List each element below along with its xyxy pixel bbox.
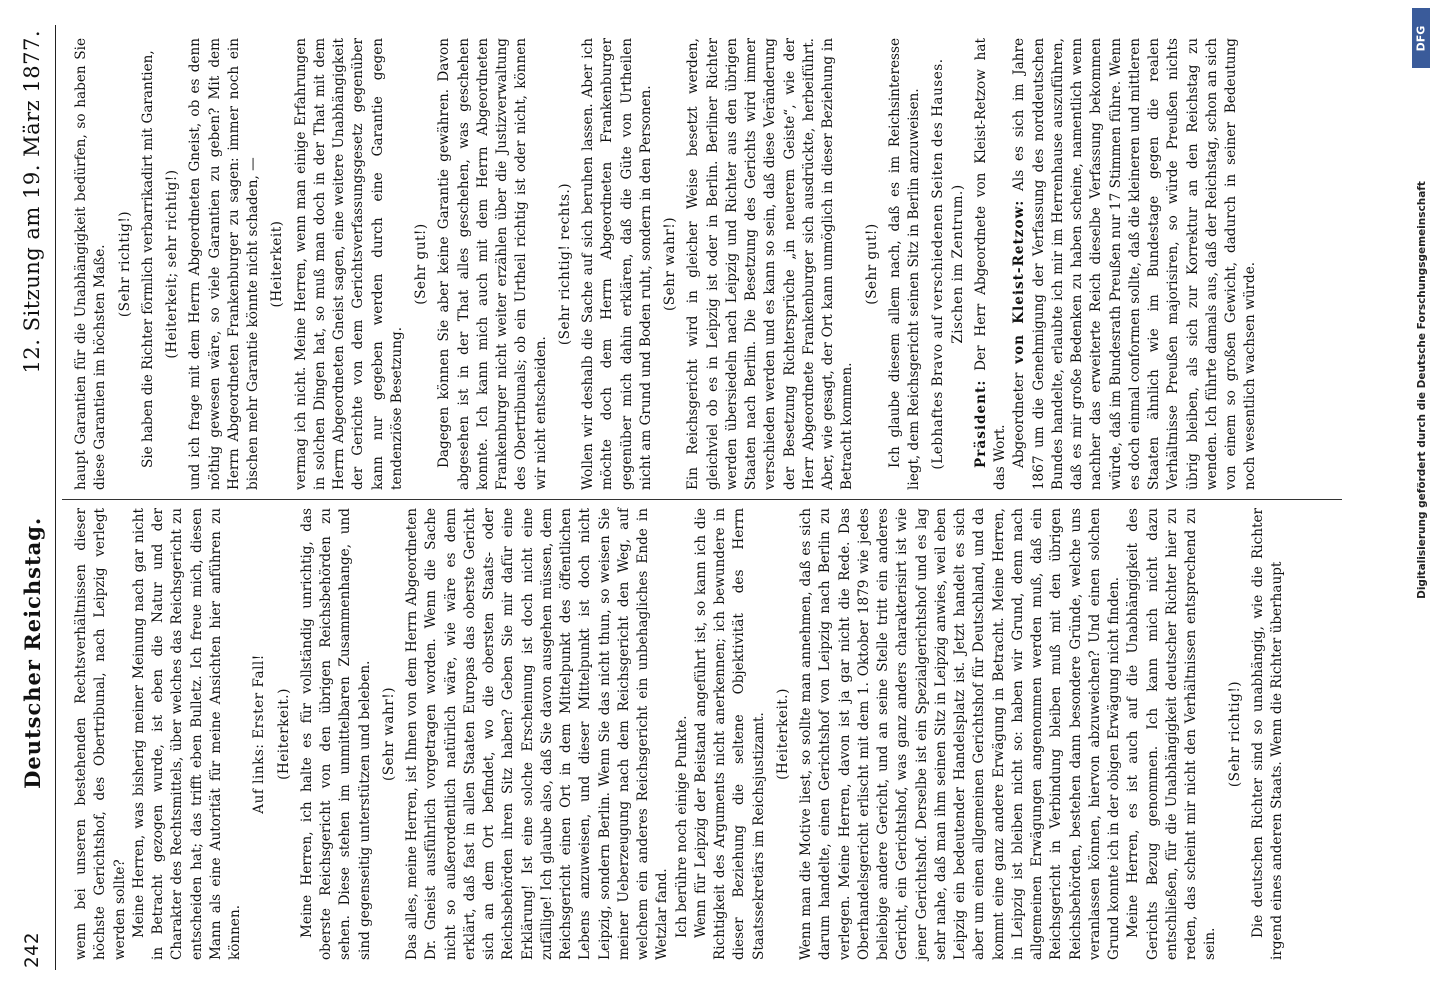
- speaker-text: Als es sich im Jahre 1867 um die Genehmigung der Verfassung des norddeutschen Bundes handelte, erlaubte ich mir im Herrenhause auszuführen, daß es mir große Bedenken zu haben scheine, namentlich wenn nachher das erweiterte Reich dieselbe Verfassung bekommen würde, daß im Bundesrath Preußen nur 17 Stimmen führe. Wenn es doch einmal conformen sollte, daß die kleineren und mittleren Staaten ähnlich wie im Bundestage gegen die realen Verhältnisse Preußen majorisiren, so würde Preußen nichts übrig bleiben, als sich zur Korrektur an den Reichstag zu wenden. Ich führte damals aus, daß der Reichstag, schon an sich von einem so großen Gewicht, dadurch in seiner Bedeutung noch wesentlich wachsen würde.: [1011, 38, 1259, 490]
- left-column: [72, 508, 1287, 960]
- text-paragraph: Meine Herren, ich halte es für vollständig unrichtig, das oberste Reichsgericht von den übrigen Reichsbehörden zu sehen. Diese stehen im unmittelbaren Zusammenhange, und sind gegenseitig unterstützen und beleben.: [298, 508, 373, 960]
- interjection: (Sehr gut!): [863, 223, 880, 305]
- interjection: (Sehr gut!): [413, 223, 429, 305]
- interjection: (Heiterkeit; sehr richtig!): [164, 169, 180, 359]
- text-paragraph: Wollen wir deshalb die Sache auf sich beruhen lassen. Aber ich möchte doch dem Herrn Abgeordneten Frankenburger gegenüber mich dahin erklären, daß die Güte von Urtheilen nicht am Grund und Boden ruht, sondern in den Personen.: [580, 38, 654, 490]
- text-paragraph: wenn bei unseren bestehenden Rechtsverhältnissen dieser höchste Gerichtshof, des Obertribunal, nach Leipzig verlegt werden sollte?: [73, 508, 128, 960]
- speaker-paragraph: [972, 38, 1011, 490]
- dfg-logo-text: DFG: [1414, 25, 1428, 51]
- interjection: Auf links: Erster Fall!: [251, 654, 268, 814]
- speaker-label: von Kleist-Retzow:: [1011, 199, 1028, 364]
- interjection: (Sehr richtig!): [116, 210, 133, 318]
- text-paragraph: haupt Garantien für die Unabhängigkeit bedürfen, so haben Sie diese Garantien im höchsten Maße.: [73, 38, 109, 490]
- digitization-notice: [1414, 80, 1430, 700]
- text-paragraph: Ich berühre noch einige Punkte.: [673, 715, 690, 938]
- text-paragraph: und ich frage mit dem Herrn Abgeordneten Gneist, ob es denn nöthig gewesen wäre, so viele Garantien zu geben? Mit dem Herrn Abgeordneten Frankenburger zu sagen: immer noch ein bischen mehr Garantie könnte nicht schaden, —: [187, 38, 261, 490]
- text-paragraph: Wenn man die Motive liest, so sollte man annehmen, daß es sich darum handelte, einen Gerichtshof von Leipzig nach Berlin zu verlegen. Meine Herren, davon ist ja gar nicht die Rede. Das Oberhandelsgericht erlischt mit dem 1. Oktober 1879 wie jedes beliebige andere Gericht, und an seine Stelle tritt ein anderes Gericht, ein Gerichtshof, was ganz anders charakterisirt ist wie jener Gerichtshof. Derselbe ist ein Spezialgerichtshof und es lag sehr nahe, daß man ihm seinen Sitz in Leipzig anwies, weil eben Leipzig ein bedeutender Handelsplatz ist. Jetzt handelt es sich aber um einen allgemeinen Gerichtshof für Deutschland, und da kommt eine ganz andere Erwägung in Betracht. Meine Herren, in Leipzig ist bleiben nicht so: haben wir Grund, denn nach allgemeinen Erwägungen angenommen werden muß, daß ein Reichsgericht in Verbindung bleiben muß mit den übrigen Reichsbehörden, bestehen dann besondere Gründe, welche uns veranlassen können, hiervon abzuweichen? Und einen solchen Grund konnte ich in der obigen Erwägung nicht finden.: [798, 508, 1122, 960]
- page-header: [14, 30, 50, 968]
- page-number: 242: [21, 932, 43, 968]
- interjection: (Lebhaftes Bravo auf verschiedenen Seiten des Hauses. Zischen im Zentrum.): [930, 58, 966, 470]
- text-paragraph: Ein Reichsgericht wird in gleicher Weise besetzt werden, gleichviel ob es in Leipzig ist oder in Berlin. Berliner Richter werden übersiedeln nach Leipzig und Richter aus den übrigen Staaten nach Berlin. Die Besetzung des Gerichts wird immer verschieden werden und es kann so sein, daß diese Veränderung der Besetzung Richtersprüche „in neuerem Geiste“, wie der Herr Abgeordnete Frankenburger sich ausdrückte, herbeiführt. Aber, wie gesagt, der Ort kann unmöglich in dieser Beziehung in Betracht kommen.: [685, 38, 856, 490]
- text-paragraph: Sie haben die Richter förmlich verbarrikadirt mit Garantien,: [139, 50, 156, 468]
- text-paragraph: Meine Herren, es ist auch auf die Unabhängigkeit des Gerichts Bezug genommen. Ich kann mich nicht dazu entschließen, für die Unabhängigkeit deutscher Richter hier zu reden, das scheint mir nicht den Verhältnissen entsprechend zu sein.: [1125, 508, 1219, 960]
- session-title: 12. Sitzung am 19. März 1877.: [20, 30, 44, 374]
- interjection: (Sehr wahr!): [380, 687, 397, 781]
- text-paragraph: vermag ich nicht. Meine Herren, wenn man einige Erfahrungen in solchen Dingen hat, so muß man doch in der That mit dem Herrn Abgeordneten Gneist sagen, eine weitere Unabhängigkeit der Gerichte von dem Gerichtsverfassungsgesetz gegenüber kann nur gegeben werden durch eine Garantie gegen tendenziöse Besetzung.: [292, 38, 405, 490]
- text-paragraph: Dagegen können Sie aber keine Garantie gewähren. Davon abgesehen ist in der That alles geschehen, was geschehen konnte. Ich kann mich auch mit dem Herrn Abgeordneten Frankenburger nicht weiter erzählen über die Justizverwaltung des Obertribunals; ob ein Urtheil richtig ist oder nicht, können wir nicht entscheiden.: [436, 38, 549, 490]
- digitization-notice-text: Digitalisierung gefördert durch die Deutsche Forschungsgemeinschaft: [1416, 181, 1429, 599]
- interjection: (Sehr richtig! rechts.): [556, 182, 573, 346]
- interjection: (Heiterkeit.): [774, 688, 791, 780]
- text-paragraph: Wenn für Leipzig der Beistand angeführt ist, so kann ich die Richtigkeit des Arguments nicht anerkennen; ich bewundere in dieser Beziehung die seltene Objektivität des Herrn Staatssekretärs im Reichsjustizamt.: [692, 508, 767, 960]
- dfg-logo: [1412, 8, 1430, 68]
- speaker-prefix: Abgeordneter: [1011, 363, 1028, 468]
- interjection: (Sehr wahr!): [662, 217, 678, 311]
- interjection: (Sehr richtig!): [1226, 680, 1243, 788]
- text-paragraph: Ich glaube diesem allem nach, daß es im Reichsinteresse liegt, dem Reichsgericht seinen Sitz in Berlin anzuweisen.: [886, 38, 922, 490]
- header-rule: [55, 25, 56, 970]
- interjection: (Heiterkeit.): [275, 688, 292, 780]
- speaker-paragraph: [1010, 38, 1260, 490]
- speaker-text: Der Herr Abgeordnete von Kleist-Retzow hat das Wort.: [972, 38, 1008, 490]
- right-column: [72, 38, 1261, 490]
- column-divider: [62, 499, 1342, 500]
- text-paragraph: Die deutschen Richter sind so unabhängig, wie die Richter irgend eines anderen Staats. Wenn die Richter überhaupt: [1249, 508, 1285, 960]
- text-paragraph: Das alles, meine Herren, ist Ihnen von dem Herrn Abgeordneten Dr. Gneist ausführlich vorgetragen worden. Wenn die Sache nicht so außerordentlich natürlich wäre, wie wäre es denn erklärt, daß fast in allen Staaten Europas das oberste Gericht sich an dem Ort befindet, wo die obersten Staats- oder Reichsbehörden ihren Sitz haben? Geben Sie mir dafür eine Erklärung! Ist eine solche Erscheinung ist doch nicht eine zufällige! Ich glaube also, daß Sie davon ausgehen müssen, dem Reichsgericht einen Ort in dem Mittelpunkt des öffentlichen Lebens anzuweisen, und dieser Mittelpunkt ist doch nicht Leipzig, sondern Berlin. Wenn Sie das nicht thun, so weisen Sie meiner Ueberzeugung nach dem Reichsgericht den Weg, auf welchem ein anderes Reichsgericht ein unbehagliches Ende in Wetzlar fand.: [404, 508, 671, 960]
- text-paragraph: Meine Herren, was bisherig meiner Meinung nach gar nicht in Betracht gezogen wurde, ist eben die Natur und der Charakter des Rechtsmittels, über welches das Reichsgericht zu entscheiden hat; das trifft eben Bulletz. Ich freue mich, diesen Mann als eine Autorität für meine Ansichten hier anführen zu können.: [130, 508, 243, 960]
- interjection: (Heiterkeit): [269, 220, 286, 308]
- publication-title: Deutscher Reichstag.: [19, 516, 45, 789]
- speaker-label: Präsident:: [972, 379, 989, 468]
